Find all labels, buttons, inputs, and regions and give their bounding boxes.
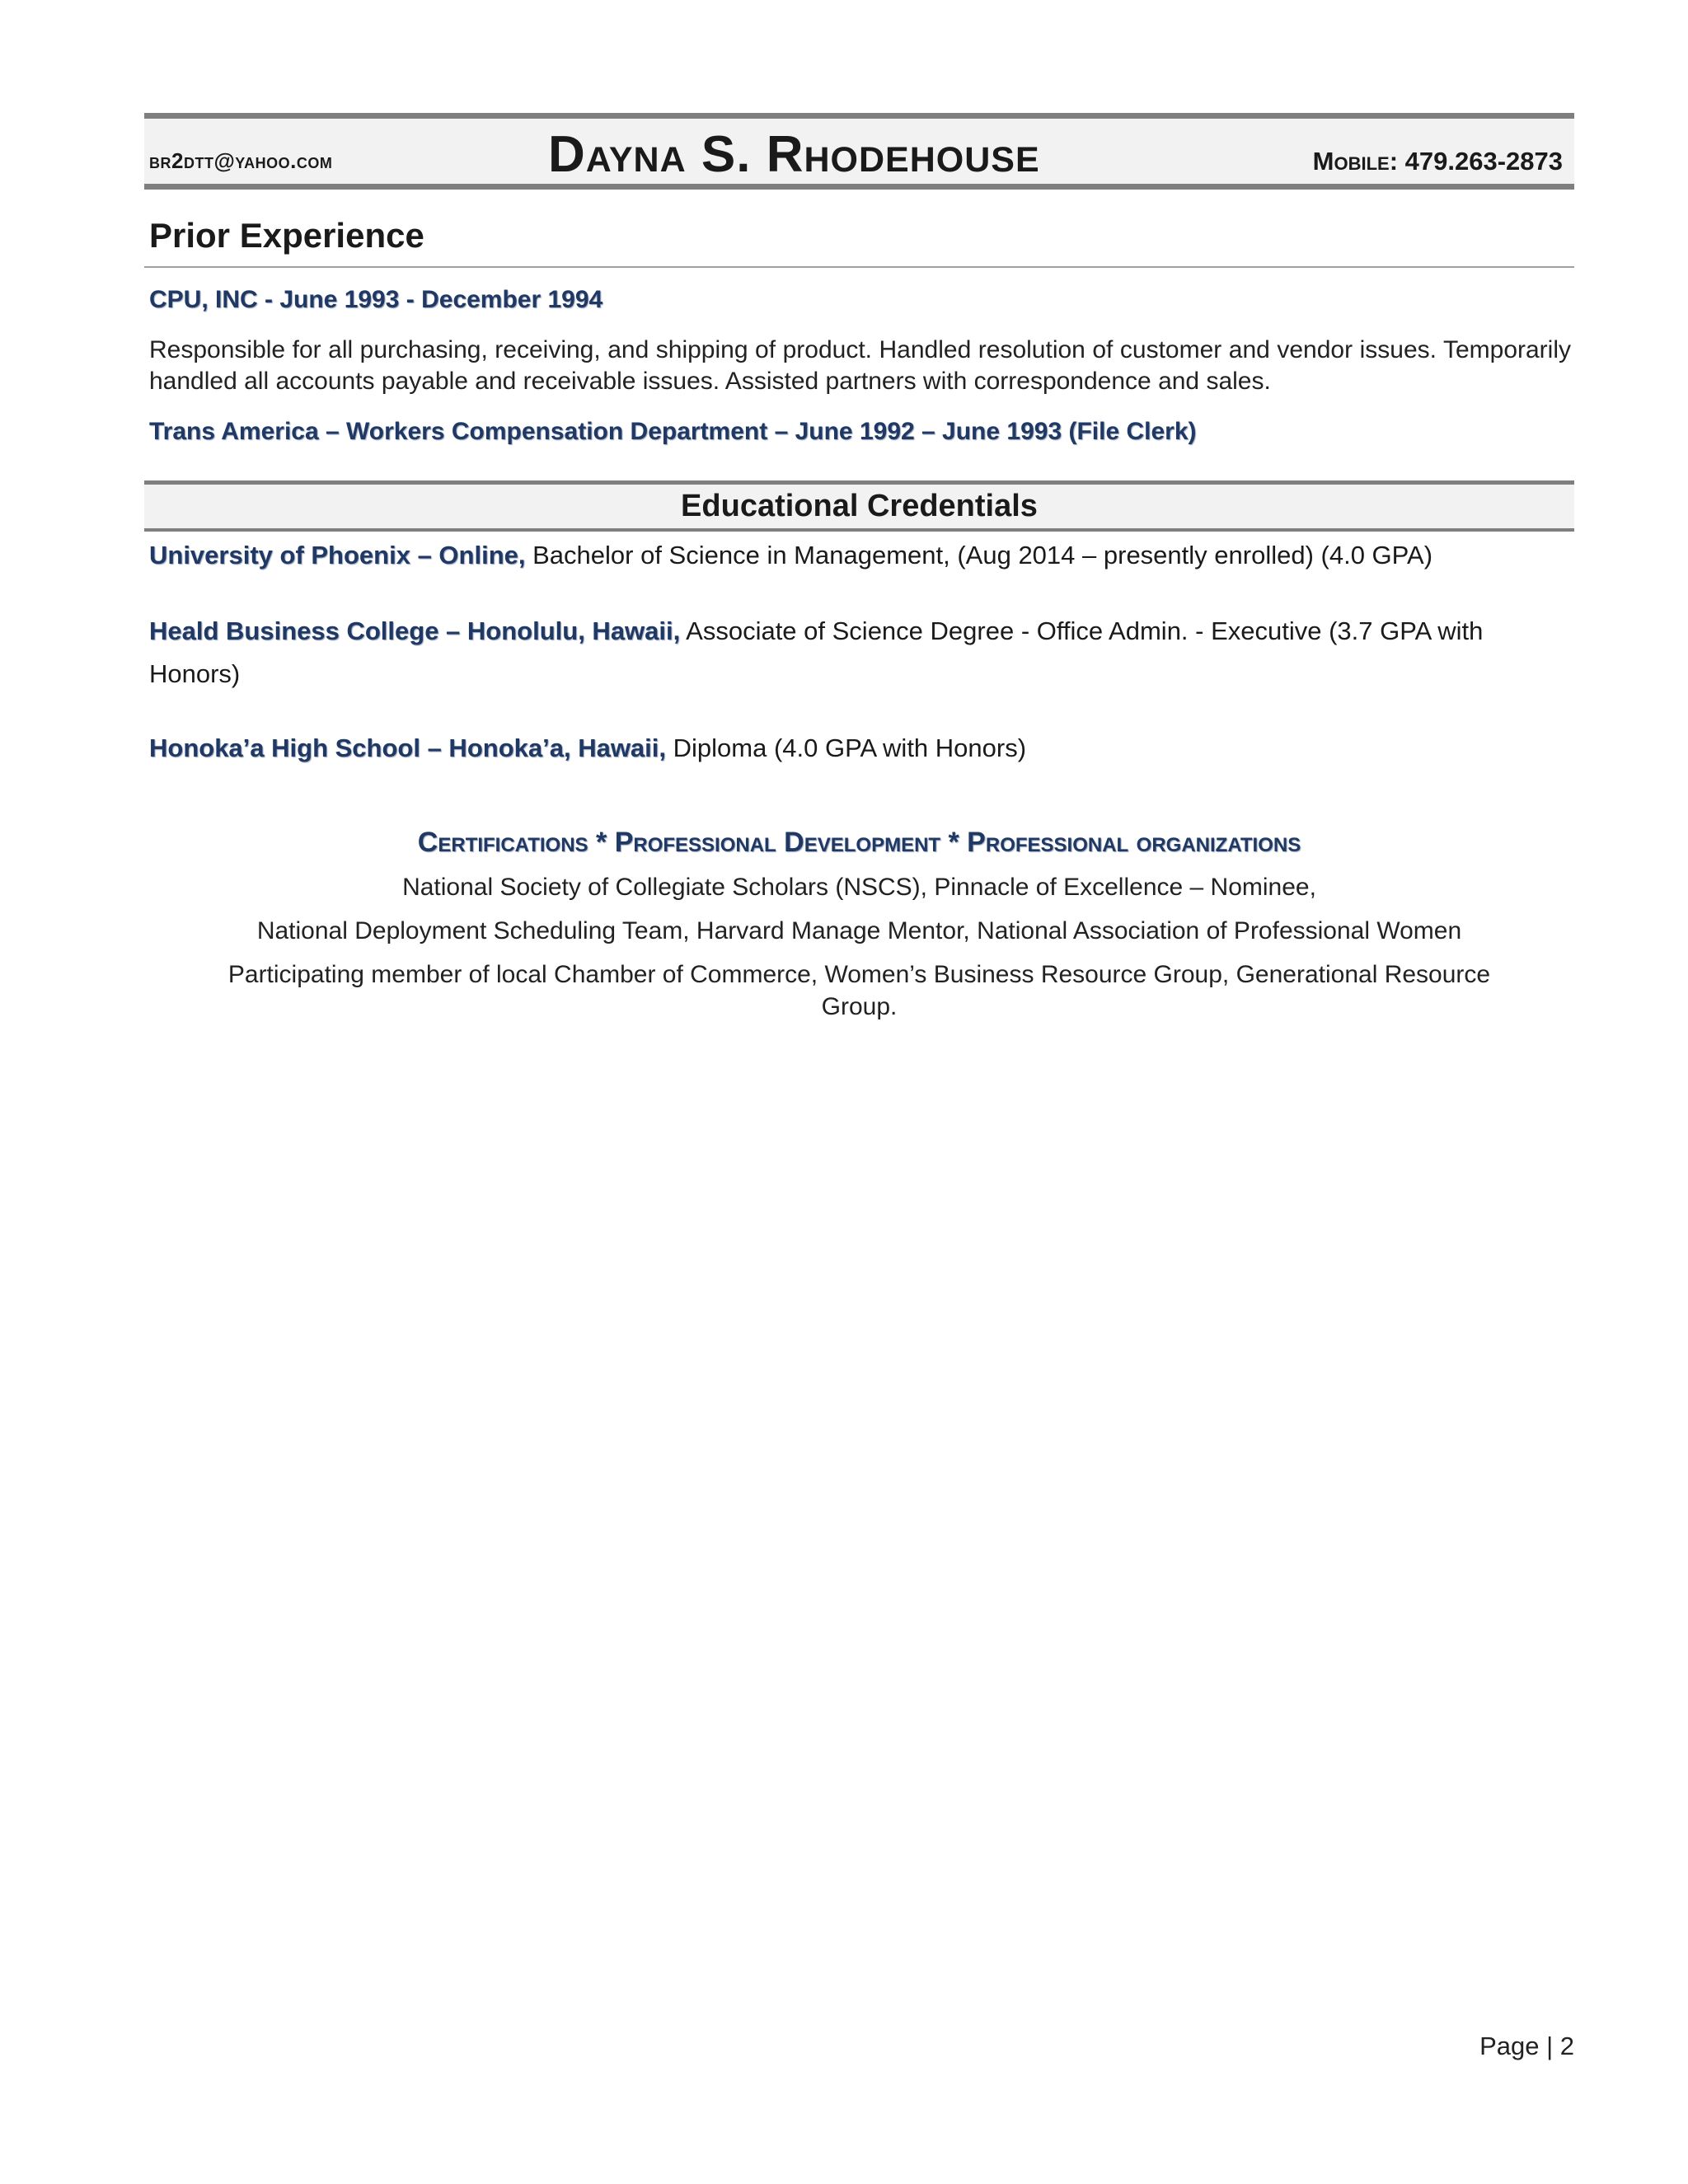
section-title-prior-experience: Prior Experience — [149, 216, 424, 255]
section-title-certifications: Certifications * Professional Development * Professional organizations — [417, 827, 1301, 858]
job-description-cpu: Responsible for all purchasing, receiving, and shipping of product. Handled resolution of customer and vendor issues. Temporarily handled all accounts payable and receivable issues. Assisted partners with correspondence and sales. — [149, 336, 1571, 395]
section-divider — [144, 266, 1574, 268]
education-institution: University of Phoenix – Online, — [149, 541, 526, 569]
education-item — [149, 727, 1571, 770]
education-institution: Honoka’a High School – Honoka’a, Hawaii, — [149, 733, 667, 762]
certification-line: Group. — [821, 993, 898, 1020]
resume-header — [144, 113, 1574, 190]
education-detail: Bachelor of Science in Management, (Aug 2014 – presently enrolled) (4.0 GPA) — [525, 541, 1433, 569]
certification-line: National Deployment Scheduling Team, Harvard Manage Mentor, National Association of Professional Women — [256, 917, 1462, 944]
education-item — [149, 534, 1571, 577]
education-detail: Associate of Science Degree - Office Admin. - Executive (3.7 GPA with Honors) — [149, 616, 1484, 688]
job-heading-trans-america: Trans America – Workers Compensation Department – June 1992 – June 1993 (File Clerk) — [149, 418, 1197, 445]
education-detail: Diploma (4.0 GPA with Honors) — [666, 733, 1027, 762]
certification-line: National Society of Collegiate Scholars (NSCS), Pinnacle of Excellence – Nominee, — [402, 874, 1316, 901]
mobile-number: Mobile: 479.263-2873 — [1312, 147, 1563, 176]
education-institution: Heald Business College – Honolulu, Hawaii, — [149, 616, 681, 645]
section-title-education — [144, 480, 1574, 532]
job-heading-cpu: CPU, INC - June 1993 - December 1994 — [149, 286, 603, 313]
education-title: Educational Credentials — [681, 489, 1038, 523]
candidate-name: Dayna S. Rhodehouse — [548, 126, 1040, 183]
education-item — [149, 610, 1571, 696]
email-address: br2dtt@yahoo.com — [149, 148, 333, 173]
page-number: Page | 2 — [1479, 2032, 1574, 2060]
certification-line: Participating member of local Chamber of Commerce, Women’s Business Resource Group, Generational Resource — [227, 961, 1491, 988]
